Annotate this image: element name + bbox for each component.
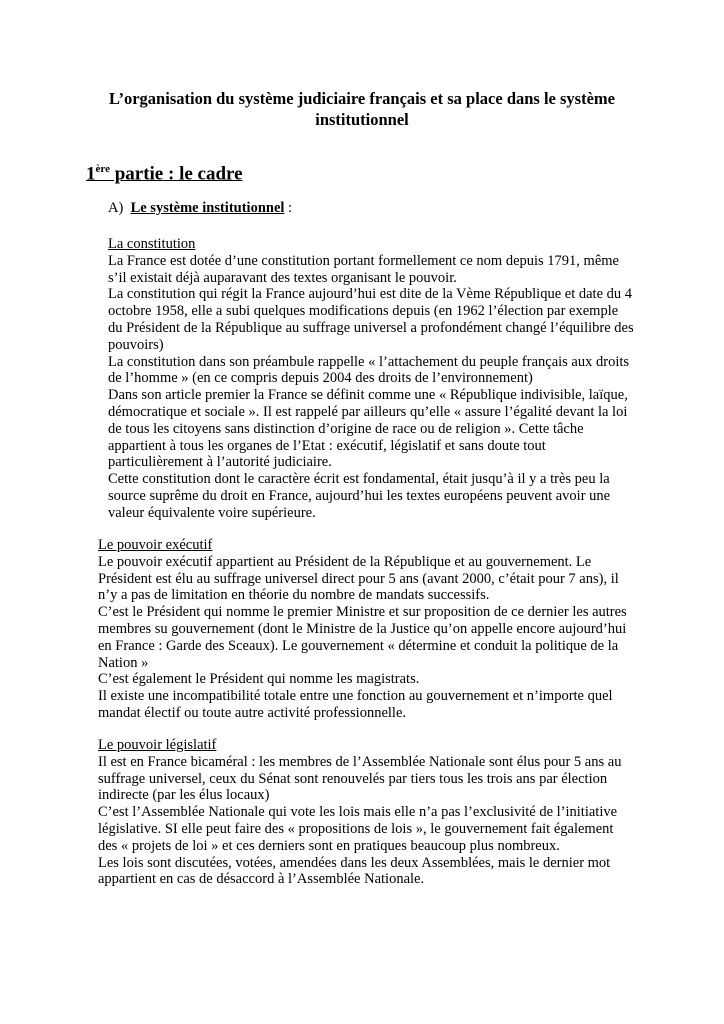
part-heading-text: partie : le cadre	[109, 163, 243, 185]
constitution-heading: La constitution	[108, 236, 196, 252]
constitution-text-line: La constitution qui régit la France aujourd’hui est dite de la Vème République et date du 4	[108, 286, 633, 303]
part-number: 1	[86, 163, 96, 185]
legislatif-block	[98, 737, 621, 888]
executif-text-line: Il existe une incompatibilité totale entre une fonction au gouvernement et n’importe quel	[98, 688, 613, 705]
executif-text-line: n’y a pas de limitation en théorie du nombre de mandats successifs.	[98, 587, 490, 604]
constitution-text-line: La constitution dans son préambule rappelle « l’attachement du peuple français aux droits	[108, 353, 630, 370]
executif-text-line: Président est élu au suffrage universel direct pour 5 ans (avant 2000, c’était pour 7 ans), il	[98, 570, 619, 587]
executif-text-line: mandat électif ou toute autre activité professionnelle.	[98, 704, 407, 721]
executif-heading: Le pouvoir exécutif	[98, 537, 213, 553]
executif-text-line: membres su gouvernement (dont le Ministre de la Justice qu’on appelle encore aujourd’hui	[98, 620, 627, 637]
section-suffix: :	[284, 200, 293, 216]
constitution-text-line: source suprême du droit en France, aujourd’hui les textes européens peuvent avoir une	[108, 487, 611, 504]
constitution-text-line: appartient à tous les organes de l’Etat : exécutif, législatif et sans doute tout	[108, 437, 546, 454]
executif-block	[98, 537, 627, 722]
constitution-text-line: démocratique et sociale ». Il est rappelé par ailleurs qu’elle « assure l’égalité devant la loi	[108, 403, 628, 420]
constitution-block	[108, 236, 634, 522]
executif-text-line: C’est également le Président qui nomme les magistrats.	[98, 671, 420, 688]
executif-text-line: en France : Garde des Sceaux). Le gouvernement « détermine et conduit la politique de la	[98, 637, 619, 654]
constitution-text-line: de tous les citoyens sans distinction d’origine de race ou de religion ». Cette tâche	[108, 420, 584, 437]
constitution-text-line: octobre 1958, elle a subi quelques modifications depuis (en 1962 l’élection par exemple	[108, 303, 619, 320]
legislatif-text-line: appartient en cas de désaccord à l’Assemblée Nationale.	[98, 871, 425, 888]
section-label: A)	[108, 200, 124, 216]
legislatif-text-line: indirecte (par les élus locaux)	[98, 787, 270, 804]
constitution-text-line: La France est dotée d’une constitution portant formellement ce nom depuis 1791, même	[108, 252, 619, 269]
executif-text-line: Le pouvoir exécutif appartient au Président de la République et au gouvernement. Le	[98, 553, 592, 570]
legislatif-text-line: C’est l’Assemblée Nationale qui vote les lois mais elle n’a pas l’exclusivité de l’initiative	[98, 804, 618, 821]
part-heading	[86, 163, 243, 185]
constitution-text-line: Dans son article premier la France se définit comme une « République indivisible, laïque,	[108, 387, 628, 404]
legislatif-heading: Le pouvoir législatif	[98, 737, 217, 753]
document-title-line-1: L’organisation du système judiciaire français et sa place dans le système	[109, 89, 615, 108]
legislatif-text-line: Il est en France bicaméral : les membres de l’Assemblée Nationale sont élus pour 5 ans au	[98, 753, 622, 770]
executif-text-line: C’est le Président qui nomme le premier Ministre et sur proposition de ce dernier les autres	[98, 604, 627, 621]
constitution-text-line: s’il existait déjà auparavant des textes organisant le pouvoir.	[108, 269, 457, 286]
constitution-text-line: du Président de la République au suffrage universel a profondément changé l’équilibre des	[108, 319, 634, 336]
legislatif-text-line: des « projets de loi » et ces derniers sont en pratiques beaucoup plus nombreux.	[98, 837, 560, 854]
constitution-text-line: de l’homme » (en ce compris depuis 2004 des droits de l’environnement)	[108, 370, 533, 387]
document-title-line-2: institutionnel	[315, 110, 409, 129]
legislatif-text-line: suffrage universel, ceux du Sénat sont renouvelés par tiers tous les trois ans par élection	[98, 770, 608, 787]
constitution-text-line: Cette constitution dont le caractère écrit est fondamental, était jusqu’à il y a très peu la	[108, 471, 610, 488]
section-title: Le système institutionnel	[130, 200, 285, 216]
constitution-text-line: particulièrement à l’autorité judiciaire.	[108, 454, 332, 471]
part-superscript: ère	[95, 163, 110, 175]
legislatif-text-line: Les lois sont discutées, votées, amendées dans les deux Assemblées, mais le dernier mot	[98, 854, 611, 871]
constitution-text-line: valeur équivalente voire supérieure.	[108, 504, 316, 521]
section-heading	[108, 200, 292, 217]
executif-text-line: Nation »	[98, 654, 149, 671]
document-title	[0, 88, 724, 130]
constitution-text-line: pouvoirs)	[108, 336, 164, 353]
legislatif-text-line: législative. SI elle peut faire des « propositions de lois », le gouvernement fait également	[98, 820, 614, 837]
